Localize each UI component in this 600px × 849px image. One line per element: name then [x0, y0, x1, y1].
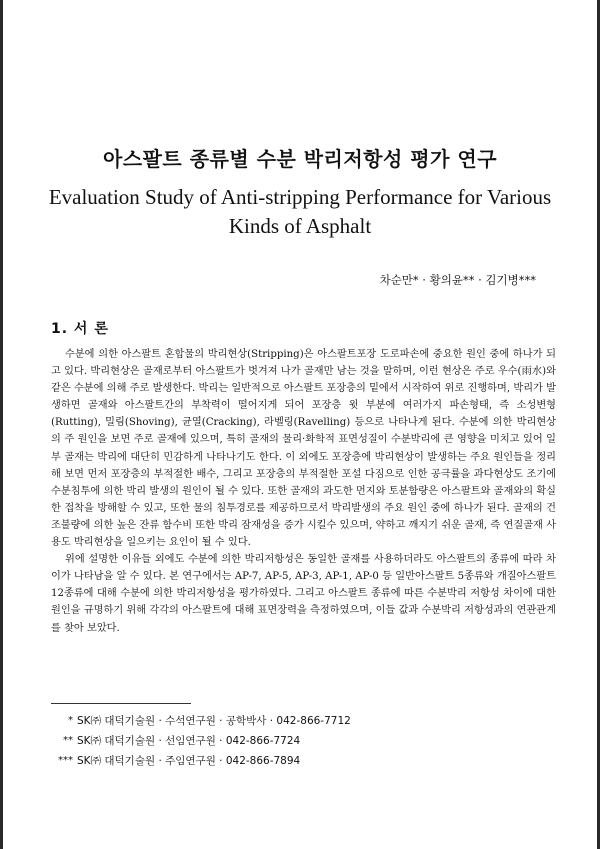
author-list: 차순만* · 황의윤** · 김기병*** [379, 273, 536, 287]
footnote-marker: ** [63, 735, 73, 746]
footnote-item [51, 711, 531, 731]
section-heading-introduction: 1. 서 론 [51, 321, 109, 337]
page-left-edge [0, 0, 3, 849]
footnote-marker: * [68, 715, 73, 726]
footnote-marker: *** [58, 755, 73, 766]
footnote-text: SK㈜ 대덕기술원 · 선임연구원 · 042-866-7724 [77, 735, 301, 747]
introduction-body [51, 346, 556, 637]
footnote-text: SK㈜ 대덕기술원 · 주임연구원 · 042-866-7894 [77, 755, 301, 767]
paragraph-2: 위에 설명한 이유들 외에도 수분에 의한 박리저항성은 동일한 골재를 사용하더라도 아스팔트의 종류에 따라 차이가 나타남을 알 수 있다. 본 연구에서는 AP-7, AP-5, AP-3, AP-1, AP-0 등 일반아스팔트 5종류와 개질아스팔트 12종류에 대해 수분에 의한 박리저항성을 평가하였다. 그리고 아스팔트 종류에 따른 수분박리 저항성 차이에 대한 원인을 규명하기 위해 각각의 아스팔트에 대해 표면장력을 측정하였으며, 이들 값과 수분박리 저항성과의 연관관계를 찾아 보았다. [51, 554, 556, 634]
page-title-english: Evaluation Study of Anti-stripping Performance for Various Kinds of Asphalt [48, 185, 552, 238]
footnote-text: SK㈜ 대덕기술원 · 수석연구원 · 공학박사 · 042-866-7712 [77, 715, 351, 727]
footnote-list [51, 711, 531, 771]
paragraph-1: 수분에 의한 아스팔트 혼합물의 박리현상(Stripping)은 아스팔트포장 도로파손에 중요한 원인 중에 하나가 되고 있다. 박리현상은 골재로부터 아스팔트가 벗겨져 나가 골재만 남는 것을 말하며, 이런 현상은 주로 우수(雨水)와 같은 수분에 의해 주로 발생한다. 박리는 일반적으로 아스팔트 포장층의 밑에서 시작하여 위로 진행하며, 박리가 발생하면 골재와 아스팔트간의 부착력이 떨어지게 되어 포장층 윗 부분에 여러가지 파손형태, 즉 소성변형(Rutting), 밀림(Shoving), 균열(Cracking), 라벨링(Ravelling) 등으로 나타나게 된다. 수분에 의한 박리현상의 주 원인을 보면 주로 골재에 있으며, 특히 골재의 물리·화학적 표면성질이 수분박리에 큰 영향을 미치고 있어 일부 골재는 박리에 대단히 민감하게 나타나기도 한다. 이 외에도 포장층에 박리현상이 발생하는 주요 원인들을 정리해 보면 먼저 포장층의 부적절한 배수, 그리고 포장층의 부적절한 포설 다짐으로 인한 공극률을 과다현상도 조기에 수분침투에 의한 박리 발생의 원인이 될 수 있다. 또한 골재의 과도한 먼지와 토분함량은 아스팔트와 골재와의 확실한 접착을 방해할 수 있고, 또한 물의 침투경로를 제공하므로서 박리발생의 주요 원인 중에 하나가 된다. 골재의 건조불량에 의한 높은 잔류 함수비 또한 박리 잠재성을 증가 시킬수 있으며, 약하고 깨지기 쉬운 골재, 즉 연질골재 사용도 박리현상을 일으키는 요인이 될 수 있다. [51, 349, 556, 549]
footnote-item [51, 731, 531, 751]
page-title-korean: 아스팔트 종류별 수분 박리저항성 평가 연구 [102, 147, 498, 171]
footnote-item [51, 751, 531, 771]
footnote-divider [51, 703, 191, 704]
